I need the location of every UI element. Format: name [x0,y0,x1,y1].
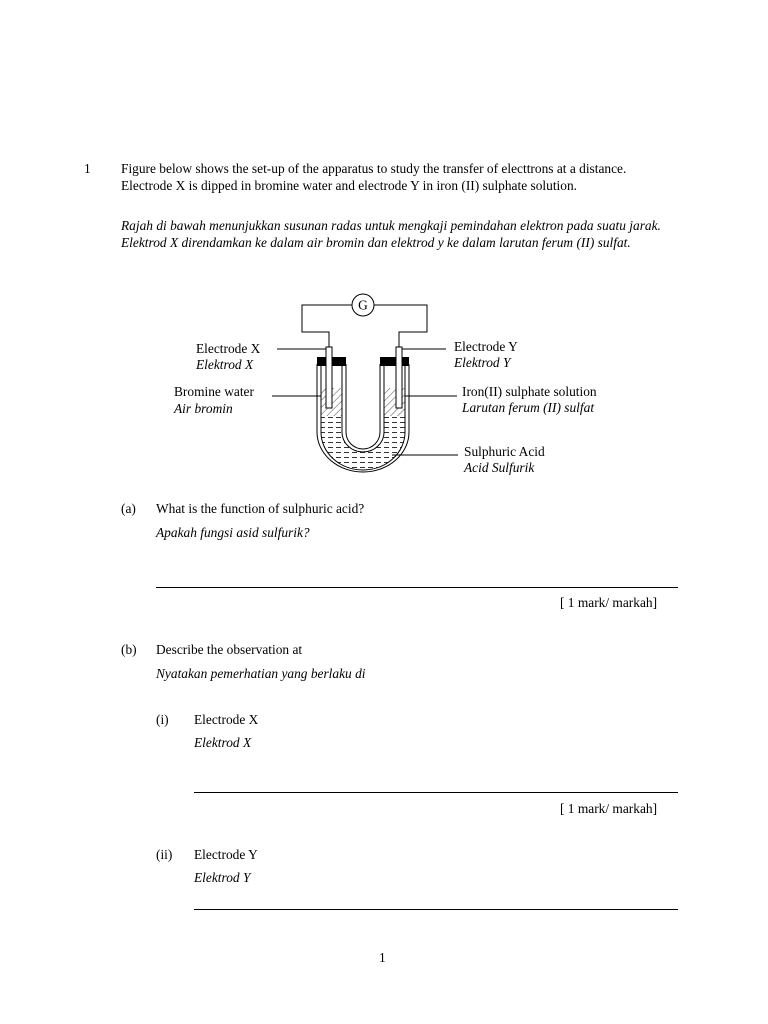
label-electrode-x: Electrode X [196,341,261,356]
part-a-question-ms: Apakah fungsi asid sulfurik? [156,525,310,540]
liquid-fill [321,388,405,470]
sub-i-en: Electrode X [194,712,259,727]
sub-i-answer-line[interactable] [194,792,678,793]
leader-lines [272,349,458,455]
label-air-bromin: Air bromin [174,401,233,416]
label-electrode-y: Electrode Y [454,339,518,354]
question-intro-en: Figure below shows the set-up of the apparatus to study the transfer of electtrons at a distance. Electrode X is dipped in bromine water and electrode Y in iron (II) sulphate solution. [121,161,627,193]
label-elektrod-y: Elektrod Y [454,355,511,370]
label-bromine-water: Bromine water [174,384,254,399]
sub-ii-ms: Elektrod Y [194,870,251,885]
part-a-marks: [ 1 mark/ markah] [560,595,658,610]
electrode-x [326,347,332,408]
label-elektrod-x: Elektrod X [196,357,254,372]
sub-ii-en: Electrode Y [194,847,258,862]
part-a-label: (a) [121,501,136,516]
part-a-question-en: What is the function of sulphuric acid? [156,501,365,516]
sub-i-ms: Elektrod X [194,735,252,750]
sub-ii-answer-line[interactable] [194,909,678,910]
part-b-label: (b) [121,642,137,657]
apparatus-diagram [0,0,768,500]
question-intro-ms: Rajah di bawah menunjukkan susunan radas untuk mengkaji pemindahan elektron pada suatu jarak. Elektrod X direndamkan ke dalam air bromin dan elektrod y ke dalam larutan ferum (II) sulfat. [121,218,661,250]
galvanometer [352,294,374,316]
label-acid-sulfurik: Acid Sulfurik [464,460,535,475]
sub-i-label: (i) [156,712,169,727]
label-larutan-ferum: Larutan ferum (II) sulfat [462,400,595,415]
sub-i-marks: [ 1 mark/ markah] [560,801,658,816]
question-number: 1 [84,161,91,176]
part-b-question-ms: Nyatakan pemerhatian yang berlaku di [156,666,366,681]
electrode-y [396,347,402,408]
label-sulphuric-acid: Sulphuric Acid [464,444,545,459]
galvanometer-label: G [358,297,368,313]
label-iron-sulphate: Iron(II) sulphate solution [462,384,597,399]
part-a-answer-line[interactable] [156,587,678,588]
page-number: 1 [379,950,386,965]
sub-ii-label: (ii) [156,847,173,862]
part-b-question-en: Describe the observation at [156,642,303,657]
